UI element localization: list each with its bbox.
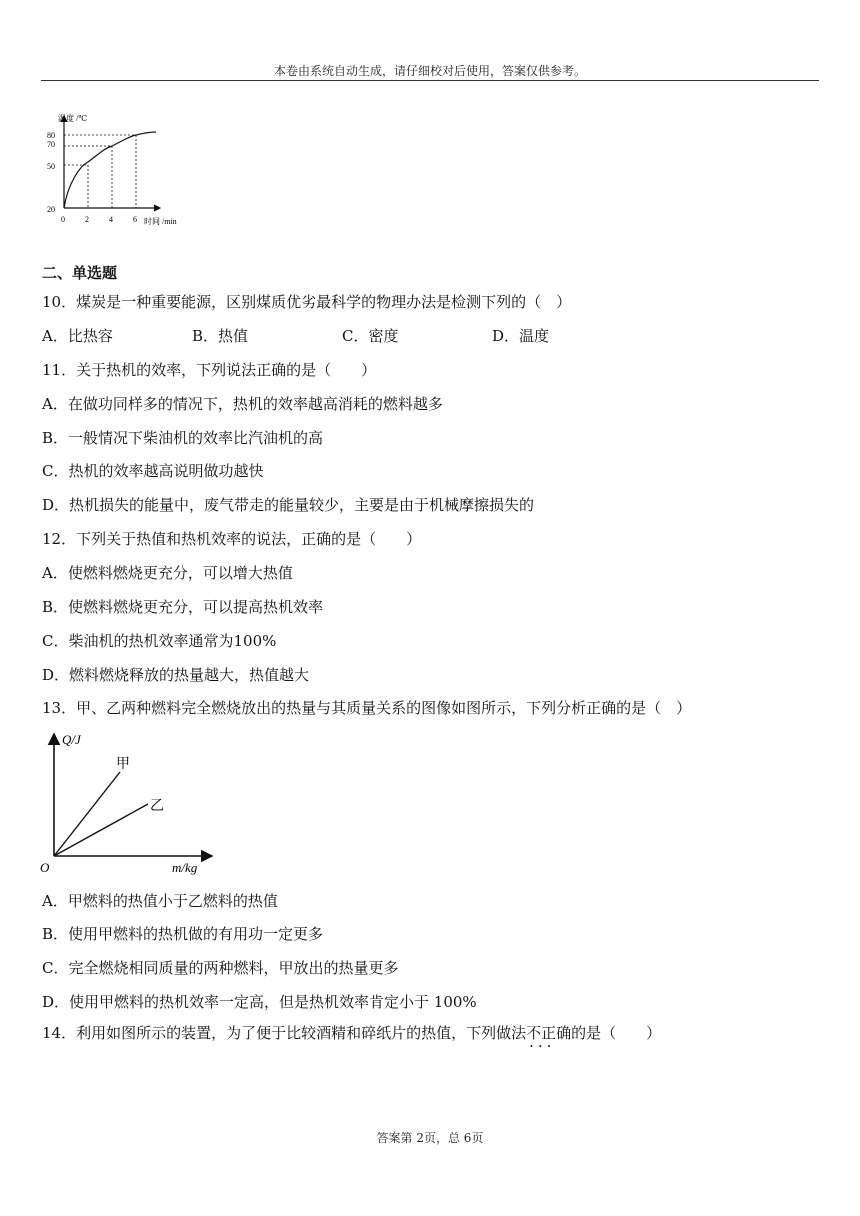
question-10-options [42, 325, 549, 346]
guide-lines [64, 135, 136, 208]
y-tick-50: 50 [47, 162, 55, 171]
x-tick-4: 4 [109, 215, 113, 224]
line-yi-label: 乙 [150, 799, 164, 814]
q13-option-d: D．使用甲燃料的热机效率一定高，但是热机效率肯定小于 100% [42, 993, 477, 1011]
x-tick-0: 0 [61, 215, 65, 224]
q13-option-a: A．甲燃料的热值小于乙燃料的热值 [42, 892, 278, 910]
q14-stem-before: 14．利用如图所示的装置，为了便于比较酒精和碎纸片的热值，下列做法 [42, 1024, 527, 1042]
q13-option-c: C．完全燃烧相同质量的两种燃料，甲放出的热量更多 [42, 959, 399, 977]
temperature-curve [64, 132, 156, 208]
line-yi [54, 804, 148, 856]
q-axis-label: Q/J [62, 732, 81, 747]
question-14-stem [42, 1022, 661, 1043]
question-11-stem: 11．关于热机的效率，下列说法正确的是（ ） [42, 361, 377, 379]
q11-option-c: C．热机的效率越高说明做功越快 [42, 462, 264, 480]
q10-option-c: C．密度 [342, 327, 399, 345]
page-footer: 答案第 2页，总 6页 [376, 1131, 484, 1145]
q12-option-b: B．使燃料燃烧更充分，可以提高热机效率 [42, 598, 324, 616]
x-axis-label: 时间 /min [144, 217, 177, 226]
q14-stem-emphasis: 不正确 ··· [526, 1024, 571, 1042]
q10-option-d: D．温度 [492, 327, 550, 345]
q13-option-b: B．使用甲燃料的热机做的有用功一定更多 [42, 925, 324, 943]
q10-option-b: B．热值 [192, 327, 249, 345]
q11-option-b: B．一般情况下柴油机的效率比汽油机的高 [42, 429, 324, 447]
origin-label: O [40, 860, 50, 875]
y-tick-20: 20 [47, 205, 55, 214]
header-divider [41, 80, 819, 81]
temperature-time-graph [40, 108, 200, 230]
y-tick-80: 80 [47, 131, 55, 140]
q11-option-d: D．热机损失的能量中，废气带走的能量较少，主要是由于机械摩擦损失的 [42, 496, 535, 514]
x-tick-6: 6 [133, 215, 137, 224]
question-12-stem: 12．下列关于热值和热机效率的说法，正确的是（ ） [42, 530, 422, 548]
m-axis-label: m/kg [172, 860, 198, 875]
q12-option-d: D．燃料燃烧释放的热量越大，热值越大 [42, 666, 310, 684]
x-tick-2: 2 [85, 215, 89, 224]
q14-stem-after: 的是（ ） [571, 1024, 662, 1042]
y-axis-label: 温度 /℃ [58, 114, 88, 123]
question-13-stem: 13．甲、乙两种燃料完全燃烧放出的热量与其质量关系的图像如图所示，下列分析正确的是（ ） [42, 699, 692, 717]
q12-option-a: A．使燃料燃烧更充分，可以增大热值 [42, 564, 293, 582]
line-jia-label: 甲 [116, 757, 130, 772]
page-header-notice: 本卷由系统自动生成，请仔细校对后使用，答案仅供参考。 [273, 64, 586, 78]
q12-option-c: C．柴油机的热机效率通常为100% [42, 632, 277, 650]
q11-option-a: A．在做功同样多的情况下，热机的效率越高消耗的燃料越多 [42, 395, 443, 413]
section-title: 二、单选题 [42, 264, 118, 282]
y-tick-70: 70 [47, 140, 55, 149]
heat-mass-graph [36, 728, 226, 876]
question-10-stem: 10．煤炭是一种重要能源，区别煤质优劣最科学的物理办法是检测下列的（ ） [42, 293, 572, 311]
q10-option-a: A．比热容 [42, 327, 113, 345]
line-jia [54, 772, 120, 856]
